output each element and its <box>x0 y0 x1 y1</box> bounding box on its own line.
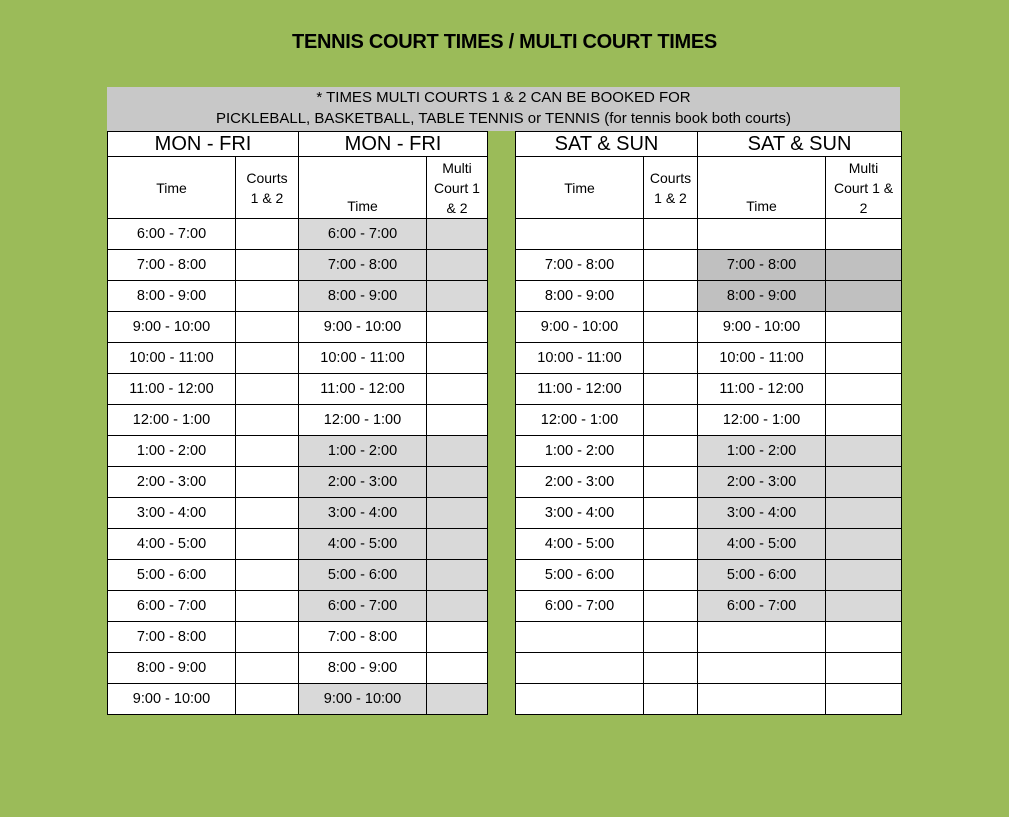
weekday-table-row <box>108 312 488 343</box>
weekday-courts-header-line-2: 1 & 2 <box>250 189 284 206</box>
weekend-tennis-time-cell <box>516 219 644 250</box>
weekend-courts-cell <box>644 653 698 684</box>
weekend-multi-time-cell: 12:00 - 1:00 <box>698 405 826 436</box>
weekend-table-row <box>516 312 902 343</box>
weekend-multi-court-cell <box>826 467 902 498</box>
weekday-courts-header <box>236 157 299 219</box>
page-title: TENNIS COURT TIMES / MULTI COURT TIMES <box>292 31 717 53</box>
weekend-table-row <box>516 498 902 529</box>
note-line-1: * TIMES MULTI COURTS 1 & 2 CAN BE BOOKED FOR <box>316 89 691 106</box>
weekend-multi-time-cell: 7:00 - 8:00 <box>698 250 826 281</box>
weekend-tennis-time-cell: 6:00 - 7:00 <box>516 591 644 622</box>
weekend-multi-header-line-1: Multi <box>848 159 879 176</box>
weekend-tennis-time-cell: 7:00 - 8:00 <box>516 250 644 281</box>
weekday-multi-court-cell <box>427 560 488 591</box>
weekend-courts-cell <box>644 374 698 405</box>
weekday-multi-header-line-3: & 2 <box>446 199 468 216</box>
weekday-table-row <box>108 405 488 436</box>
weekday-multi-court-cell <box>427 312 488 343</box>
weekday-courts-cell <box>236 529 299 560</box>
weekday-table-row <box>108 281 488 312</box>
weekend-courts-cell <box>644 467 698 498</box>
weekend-multi-court-cell <box>826 560 902 591</box>
weekend-multi-time-cell <box>698 622 826 653</box>
weekday-table-row <box>108 560 488 591</box>
weekday-multi-court-cell <box>427 374 488 405</box>
weekday-tennis-time-cell: 6:00 - 7:00 <box>108 591 236 622</box>
weekend-courts-cell <box>644 219 698 250</box>
weekday-table-row <box>108 343 488 374</box>
weekend-table-row <box>516 560 902 591</box>
weekend-multi-time-header: Time <box>698 157 826 219</box>
weekday-multi-time-cell: 2:00 - 3:00 <box>299 467 427 498</box>
weekend-multi-time-cell: 9:00 - 10:00 <box>698 312 826 343</box>
weekend-table-row <box>516 436 902 467</box>
weekday-multi-court-cell <box>427 498 488 529</box>
weekend-multi-time-cell: 2:00 - 3:00 <box>698 467 826 498</box>
weekday-multi-time-cell: 10:00 - 11:00 <box>299 343 427 374</box>
weekend-table-row <box>516 653 902 684</box>
weekend-courts-cell <box>644 498 698 529</box>
weekday-courts-cell <box>236 250 299 281</box>
weekend-multi-time-cell: 4:00 - 5:00 <box>698 529 826 560</box>
weekday-multi-court-cell <box>427 281 488 312</box>
weekend-table-row <box>516 684 902 715</box>
weekday-tennis-time-cell: 7:00 - 8:00 <box>108 250 236 281</box>
weekday-tennis-time-cell: 11:00 - 12:00 <box>108 374 236 405</box>
weekend-tennis-time-cell: 12:00 - 1:00 <box>516 405 644 436</box>
weekday-table-row <box>108 622 488 653</box>
weekday-tennis-time-cell: 4:00 - 5:00 <box>108 529 236 560</box>
weekend-multi-time-cell: 6:00 - 7:00 <box>698 591 826 622</box>
weekend-courts-cell <box>644 560 698 591</box>
weekend-courts-cell <box>644 343 698 374</box>
weekday-multi-time-cell: 6:00 - 7:00 <box>299 591 427 622</box>
weekday-tennis-time-cell: 8:00 - 9:00 <box>108 281 236 312</box>
weekend-courts-header <box>644 157 698 219</box>
weekday-tennis-day-label: MON - FRI <box>108 132 299 157</box>
weekday-multi-court-cell <box>427 684 488 715</box>
weekend-tennis-time-cell: 1:00 - 2:00 <box>516 436 644 467</box>
weekday-multi-time-cell: 8:00 - 9:00 <box>299 281 427 312</box>
weekday-multi-court-cell <box>427 343 488 374</box>
weekend-tennis-time-cell: 4:00 - 5:00 <box>516 529 644 560</box>
weekend-multi-court-cell <box>826 591 902 622</box>
weekend-tennis-time-header: Time <box>516 157 644 219</box>
weekday-multi-day-label: MON - FRI <box>299 132 488 157</box>
weekday-tennis-time-cell: 9:00 - 10:00 <box>108 684 236 715</box>
weekday-multi-court-cell <box>427 529 488 560</box>
weekday-courts-cell <box>236 281 299 312</box>
weekend-courts-cell <box>644 591 698 622</box>
weekday-multi-time-cell: 4:00 - 5:00 <box>299 529 427 560</box>
weekday-courts-cell <box>236 560 299 591</box>
weekend-courts-cell <box>644 250 698 281</box>
weekday-courts-cell <box>236 343 299 374</box>
weekend-tennis-time-cell <box>516 653 644 684</box>
weekend-courts-cell <box>644 529 698 560</box>
weekday-multi-court-cell <box>427 405 488 436</box>
weekday-schedule-table <box>107 131 488 715</box>
weekday-table-row <box>108 219 488 250</box>
weekday-courts-cell <box>236 374 299 405</box>
weekend-tennis-time-cell: 8:00 - 9:00 <box>516 281 644 312</box>
weekend-multi-time-cell <box>698 219 826 250</box>
weekend-table-row <box>516 591 902 622</box>
weekend-multi-court-cell <box>826 622 902 653</box>
weekend-tennis-time-cell: 2:00 - 3:00 <box>516 467 644 498</box>
weekday-tennis-time-cell: 2:00 - 3:00 <box>108 467 236 498</box>
weekday-courts-cell <box>236 436 299 467</box>
weekday-multi-time-cell: 12:00 - 1:00 <box>299 405 427 436</box>
weekend-multi-court-cell <box>826 312 902 343</box>
weekday-courts-cell <box>236 498 299 529</box>
weekend-multi-time-cell: 10:00 - 11:00 <box>698 343 826 374</box>
weekday-tennis-time-cell: 12:00 - 1:00 <box>108 405 236 436</box>
weekday-multi-time-cell: 3:00 - 4:00 <box>299 498 427 529</box>
weekend-table-row <box>516 374 902 405</box>
weekday-multi-time-cell: 9:00 - 10:00 <box>299 312 427 343</box>
weekend-tennis-time-cell: 10:00 - 11:00 <box>516 343 644 374</box>
weekday-courts-cell <box>236 219 299 250</box>
weekend-multi-court-cell <box>826 405 902 436</box>
weekday-courts-header-line-1: Courts <box>246 169 288 186</box>
weekend-tennis-time-cell: 9:00 - 10:00 <box>516 312 644 343</box>
weekday-table-row <box>108 250 488 281</box>
weekday-multi-court-cell <box>427 250 488 281</box>
weekday-courts-cell <box>236 312 299 343</box>
weekday-courts-cell <box>236 622 299 653</box>
weekend-multi-day-label: SAT & SUN <box>698 132 902 157</box>
weekday-multi-time-cell: 6:00 - 7:00 <box>299 219 427 250</box>
weekday-multi-time-header: Time <box>299 157 427 219</box>
weekday-multi-time-cell: 7:00 - 8:00 <box>299 622 427 653</box>
weekend-table-row <box>516 622 902 653</box>
weekday-multi-header-line-2: Court 1 <box>434 179 480 196</box>
weekday-table-row <box>108 436 488 467</box>
weekday-tennis-time-cell: 7:00 - 8:00 <box>108 622 236 653</box>
weekend-tennis-time-cell: 11:00 - 12:00 <box>516 374 644 405</box>
weekend-tennis-time-cell: 5:00 - 6:00 <box>516 560 644 591</box>
weekday-multi-court-cell <box>427 622 488 653</box>
weekday-table-row <box>108 591 488 622</box>
booking-note <box>107 87 900 131</box>
weekday-tennis-time-cell: 3:00 - 4:00 <box>108 498 236 529</box>
weekend-courts-cell <box>644 684 698 715</box>
weekday-courts-cell <box>236 405 299 436</box>
weekend-tennis-time-cell <box>516 622 644 653</box>
weekend-multi-court-cell <box>826 498 902 529</box>
weekend-multi-court-cell <box>826 343 902 374</box>
weekday-multi-court-header <box>427 157 488 219</box>
weekend-schedule-table <box>515 131 902 715</box>
weekday-tennis-time-cell: 8:00 - 9:00 <box>108 653 236 684</box>
weekend-table-row <box>516 219 902 250</box>
weekend-multi-time-cell <box>698 684 826 715</box>
weekend-multi-court-cell <box>826 374 902 405</box>
weekend-multi-time-cell: 3:00 - 4:00 <box>698 498 826 529</box>
weekend-table-row <box>516 529 902 560</box>
weekday-table-row <box>108 498 488 529</box>
weekend-courts-cell <box>644 312 698 343</box>
weekday-tennis-time-cell: 9:00 - 10:00 <box>108 312 236 343</box>
weekday-tennis-time-cell: 5:00 - 6:00 <box>108 560 236 591</box>
weekday-multi-time-cell: 7:00 - 8:00 <box>299 250 427 281</box>
weekday-table-row <box>108 374 488 405</box>
weekend-courts-cell <box>644 622 698 653</box>
weekday-tennis-time-cell: 10:00 - 11:00 <box>108 343 236 374</box>
weekend-multi-court-cell <box>826 529 902 560</box>
weekend-multi-time-cell: 5:00 - 6:00 <box>698 560 826 591</box>
weekday-multi-header-line-1: Multi <box>442 159 472 176</box>
weekend-table-row <box>516 467 902 498</box>
weekend-multi-time-cell: 1:00 - 2:00 <box>698 436 826 467</box>
weekday-tennis-time-cell: 1:00 - 2:00 <box>108 436 236 467</box>
weekday-multi-time-cell: 9:00 - 10:00 <box>299 684 427 715</box>
weekend-courts-header-line-2: 1 & 2 <box>654 189 687 206</box>
weekend-multi-court-cell <box>826 219 902 250</box>
weekend-multi-court-cell <box>826 653 902 684</box>
weekday-multi-time-cell: 11:00 - 12:00 <box>299 374 427 405</box>
weekend-multi-court-cell <box>826 250 902 281</box>
weekend-courts-cell <box>644 436 698 467</box>
weekend-multi-court-header <box>826 157 902 219</box>
weekend-multi-time-cell: 8:00 - 9:00 <box>698 281 826 312</box>
weekend-multi-court-cell <box>826 436 902 467</box>
weekday-courts-cell <box>236 467 299 498</box>
weekend-table-row <box>516 405 902 436</box>
weekday-multi-court-cell <box>427 467 488 498</box>
weekday-courts-cell <box>236 684 299 715</box>
weekend-multi-time-cell <box>698 653 826 684</box>
weekday-table-row <box>108 467 488 498</box>
weekend-multi-time-cell: 11:00 - 12:00 <box>698 374 826 405</box>
weekday-multi-court-cell <box>427 591 488 622</box>
weekday-multi-time-cell: 1:00 - 2:00 <box>299 436 427 467</box>
weekend-table-row <box>516 343 902 374</box>
weekday-table-row <box>108 684 488 715</box>
weekday-courts-cell <box>236 591 299 622</box>
weekend-courts-cell <box>644 405 698 436</box>
weekend-multi-header-line-2: Court 1 & <box>833 179 894 196</box>
weekday-tennis-time-header: Time <box>108 157 236 219</box>
weekday-courts-cell <box>236 653 299 684</box>
weekday-multi-time-cell: 5:00 - 6:00 <box>299 560 427 591</box>
weekend-tennis-time-cell: 3:00 - 4:00 <box>516 498 644 529</box>
weekday-tennis-time-cell: 6:00 - 7:00 <box>108 219 236 250</box>
weekday-table-row <box>108 529 488 560</box>
weekend-table-row <box>516 281 902 312</box>
weekend-multi-court-cell <box>826 281 902 312</box>
weekday-multi-time-cell: 8:00 - 9:00 <box>299 653 427 684</box>
note-line-2: PICKLEBALL, BASKETBALL, TABLE TENNIS or TENNIS (for tennis book both courts) <box>216 110 791 127</box>
weekend-courts-header-line-1: Courts <box>649 169 692 186</box>
weekend-table-row <box>516 250 902 281</box>
weekday-multi-court-cell <box>427 653 488 684</box>
weekday-table-row <box>108 653 488 684</box>
weekday-multi-court-cell <box>427 436 488 467</box>
weekend-tennis-time-cell <box>516 684 644 715</box>
weekend-multi-header-line-3: 2 <box>859 199 868 216</box>
weekend-courts-cell <box>644 281 698 312</box>
weekend-multi-court-cell <box>826 684 902 715</box>
weekday-multi-court-cell <box>427 219 488 250</box>
weekend-tennis-day-label: SAT & SUN <box>516 132 698 157</box>
